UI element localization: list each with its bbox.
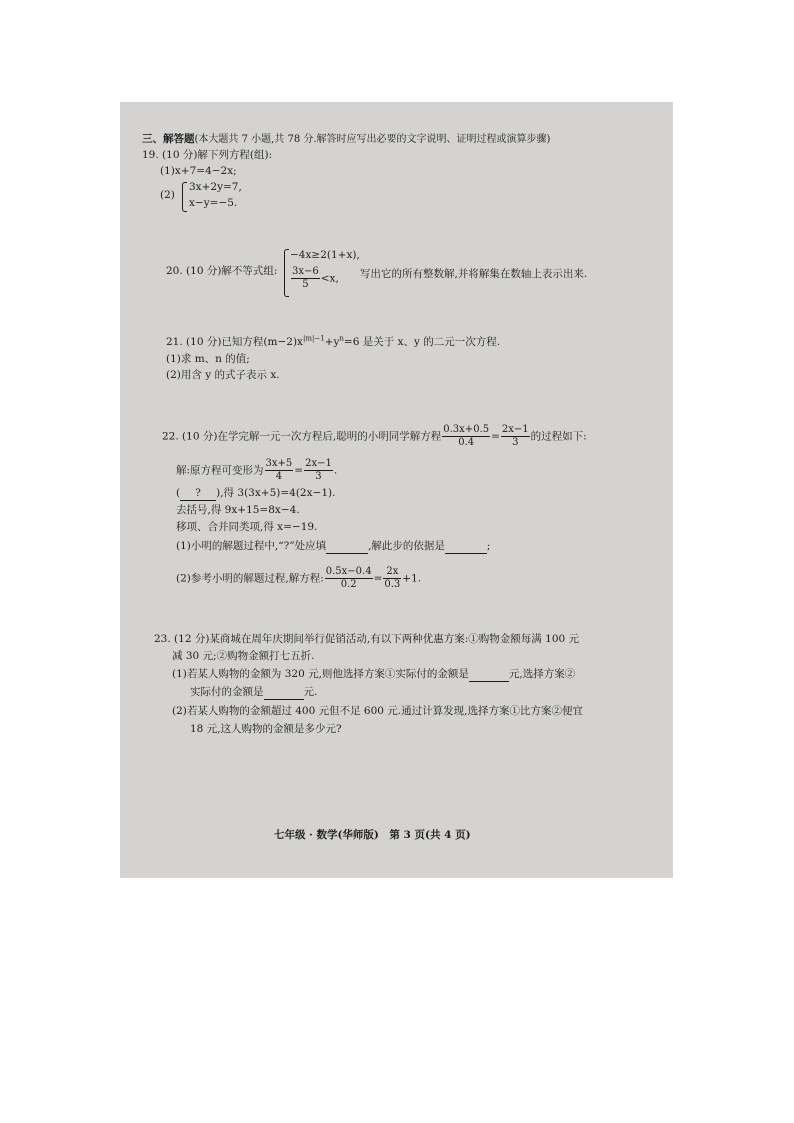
q20-system-brace <box>284 249 289 297</box>
q23-part1 <box>172 667 575 682</box>
q22-step1 <box>176 486 335 501</box>
q20-fraction <box>291 266 320 291</box>
q22-sol-frac2-num: 2x−1 <box>305 458 332 469</box>
q22-answer-blank-2[interactable] <box>445 539 487 554</box>
q22-frac1-num: 0.3x+0.5 <box>443 424 490 435</box>
q19-part1: (1)x+7=4−2x; <box>160 165 237 177</box>
section-header <box>142 132 550 147</box>
q19-eq2: x−y=−5. <box>189 197 238 209</box>
q20-ineq2 <box>290 266 339 291</box>
q22-paren-open: ( <box>176 487 181 499</box>
q22-frac1 <box>442 424 490 449</box>
q22-part2 <box>176 566 421 591</box>
q22-answer-blank-1[interactable] <box>326 539 368 554</box>
q20-heading: 20. (10 分)解不等式组: <box>166 265 278 277</box>
q20-frac-num: 3x−6 <box>292 266 319 277</box>
q23-part2-cont: 18 元,这人购物的金额是多少元? <box>190 723 342 735</box>
q22-sol-frac1-num: 3x+5 <box>265 458 293 469</box>
q22-head-a: 22. (10 分)在学完解一元一次方程后,聪明的小明同学解方程 <box>162 430 442 443</box>
q22-p1-b: ,解此步的依据是 <box>368 540 445 552</box>
q22-step2: 去括号,得 9x+15=8x−4. <box>176 504 300 516</box>
q20-tail: 写出它的所有整数解,并将解集在数轴上表示出来. <box>360 268 588 280</box>
q19-eq1: 3x+2y=7, <box>189 181 242 193</box>
q22-p2-frac1-num: 0.5x−0.4 <box>325 566 372 577</box>
q22-p2-a: (2)参考小明的解题过程,解方程: <box>176 572 324 585</box>
q23-p1-a: (1)若某人购物的金额为 320 元,则他选择方案①实际付的金额是 <box>172 668 469 680</box>
q22-sol-equals: = <box>294 464 304 477</box>
q23-p1-d: 元. <box>303 686 318 698</box>
q20-ineq1: −4x≥2(1+x), <box>290 249 360 261</box>
section-title: 三、解答题 <box>142 133 195 145</box>
section-note: (本大题共 7 小题,共 78 分.解答时应写出必要的文字说明、证明过程或演算步骤) <box>194 134 551 145</box>
exam-page-photo <box>120 102 673 878</box>
q23-part2: (2)若某人购物的金额超过 400 元但不足 600 元.通过计算发现,选择方案①比方案②便宜 <box>172 705 583 717</box>
q22-heading <box>162 424 587 449</box>
q22-frac1-den: 0.4 <box>458 437 475 448</box>
q21-exponent-m: |m|−1 <box>302 334 325 343</box>
q22-sol-a: 解:原方程可变形为 <box>176 464 264 477</box>
q22-question-blank: ? <box>180 486 216 501</box>
q21-part1: (1)求 m、n 的值; <box>166 353 250 365</box>
q22-sol-frac2-den: 3 <box>315 471 322 482</box>
q22-sol-frac1 <box>265 458 294 483</box>
q22-part1 <box>176 539 490 554</box>
q22-step1-text: ,得 3(3x+5)=4(2x−1). <box>220 487 336 499</box>
q23-answer-blank-1[interactable] <box>469 667 509 682</box>
q22-p2-frac1 <box>325 566 373 591</box>
q22-solution-line <box>176 458 337 483</box>
q22-p2-frac2-den: 0.3 <box>384 579 401 590</box>
q23-p1-b: 元,选择方案② <box>508 668 576 680</box>
q21-head-a: 21. (10 分)已知方程(m−2)x <box>166 336 303 348</box>
q22-sol-end: . <box>333 464 338 477</box>
q20-frac-den: 5 <box>302 279 309 290</box>
q19-part2-label: (2) <box>160 189 175 201</box>
q22-sol-frac2 <box>304 458 333 483</box>
q22-p2-end: +1. <box>402 572 422 585</box>
q21-head-c: =6 是关于 x、y 的二元一次方程. <box>343 336 501 348</box>
q22-head-b: 的过程如下: <box>530 430 587 443</box>
q22-frac2-den: 3 <box>512 437 519 448</box>
q22-p2-frac2 <box>383 566 401 591</box>
q22-frac2-num: 2x−1 <box>501 424 529 435</box>
q22-p2-frac2-num: 2x <box>383 566 401 579</box>
q23-part1-cont <box>190 685 317 700</box>
q22-p1-c: ; <box>486 540 491 552</box>
q22-equals: = <box>491 430 500 443</box>
q23-heading: 23. (12 分)某商城在周年庆期间举行促销活动,有以下两种优惠方案:①购物金额每满 100 元 <box>154 633 580 645</box>
q22-frac2 <box>501 424 530 449</box>
q21-head-b: +y <box>324 336 340 348</box>
q22-step3: 移项、合并同类项,得 x=−19. <box>176 521 318 533</box>
q21-heading <box>166 335 500 349</box>
q22-p2-equals: = <box>373 572 383 585</box>
q23-p1-c: 实际付的金额是 <box>190 686 264 698</box>
q23-answer-blank-2[interactable] <box>264 685 304 700</box>
q22-paren-close: ) <box>216 487 221 499</box>
q22-p2-frac1-den: 0.2 <box>340 579 357 590</box>
q19-heading: 19. (10 分)解下列方程(组): <box>142 149 273 161</box>
page-footer: 七年级 · 数学(华师版) 第 3 页(共 4 页) <box>274 829 471 841</box>
q19-system-brace <box>182 182 187 212</box>
q21-part2: (2)用含 y 的式子表示 x. <box>166 369 280 381</box>
q22-sol-frac1-den: 4 <box>275 471 283 482</box>
q20-ineq2-rest: <x, <box>320 272 339 285</box>
q23-heading-cont: 减 30 元;②购物金额打七五折. <box>172 650 315 662</box>
q21-exponent-n: n <box>339 334 344 343</box>
q22-p1-a: (1)小明的解题过程中,“?”处应填 <box>176 540 327 552</box>
